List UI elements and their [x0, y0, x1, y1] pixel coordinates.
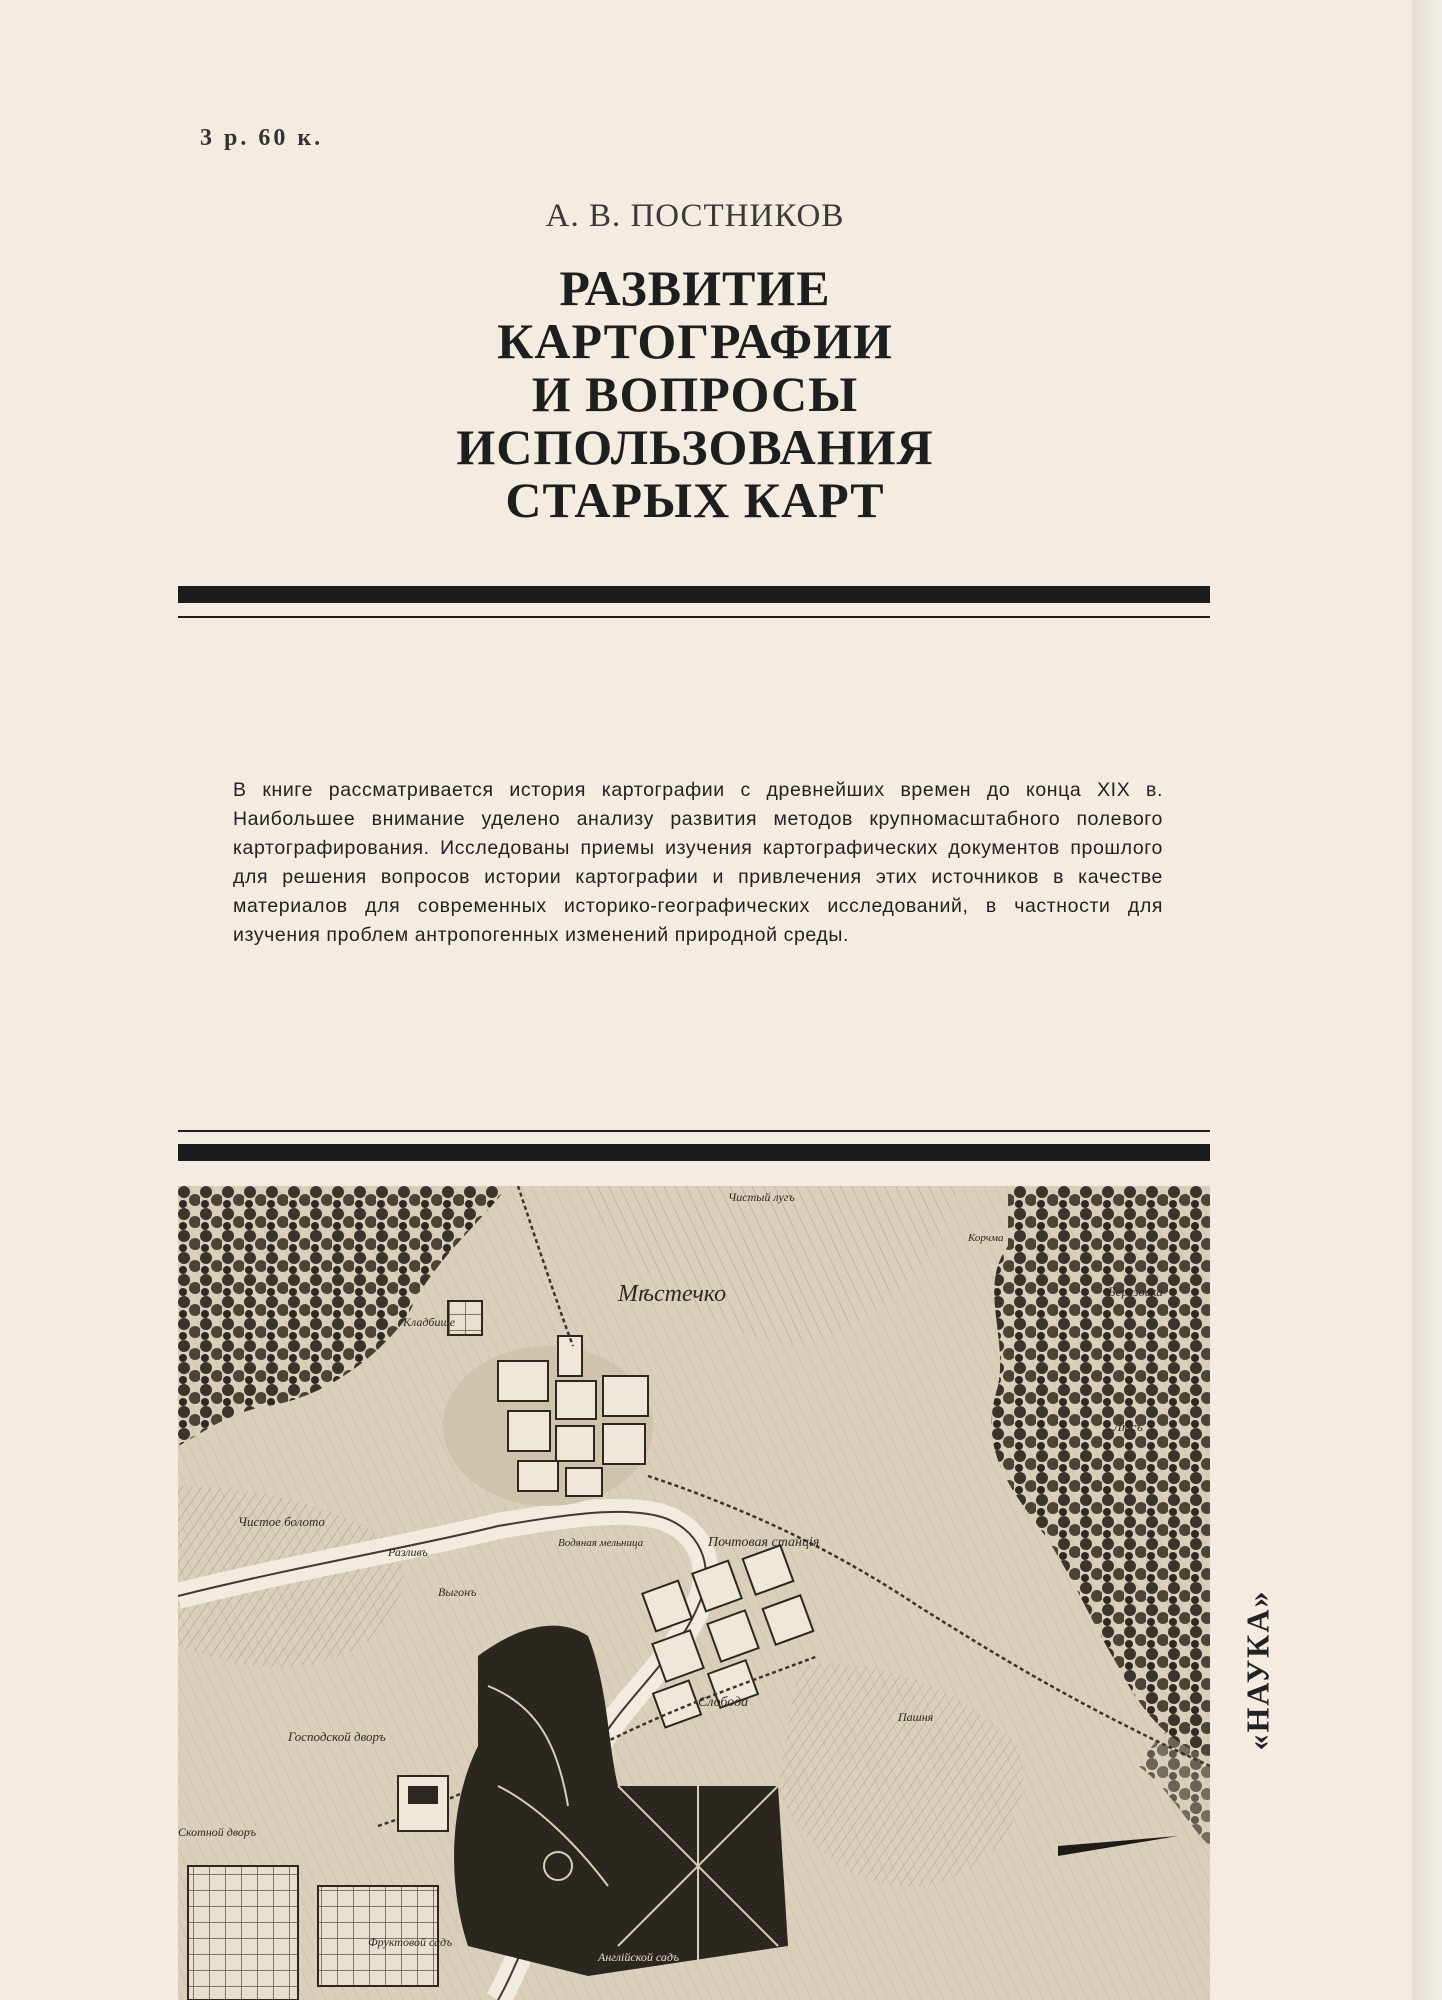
map-label-clean-meadow: Чистый лугъ: [728, 1190, 795, 1204]
divider-thin-bottom: [178, 1130, 1210, 1132]
book-abstract: В книге рассматривается история картографии с древнейших времен до конца XIX в. Наибольшее внимание уделено анализу развития методов крупномасштабного полевого картографирования. Исследованы приемы изучения картографических документов прошлого для решения вопросов истории картографии и привлечения этих источников в качестве материалов для современных историко-географических исследований, в частности для изучения проблем антропогенных изменений природной среды.: [233, 779, 1163, 946]
publisher-name: «НАУКА»: [1239, 1589, 1276, 1751]
price-label: 3 р. 60 к.: [200, 125, 324, 151]
title-line: И ВОПРОСЫ: [531, 366, 859, 422]
divider-thin-top: [178, 616, 1210, 618]
map-label-sloboda: Слобода: [698, 1695, 749, 1710]
map-label-meadow: Разливъ: [388, 1545, 428, 1559]
old-map-illustration: [178, 1186, 1210, 2000]
divider-thick-top: [178, 586, 1210, 603]
map-label-manor: Господской дворъ: [288, 1729, 386, 1744]
map-label-cemetery: Кладбище: [403, 1315, 456, 1329]
title-line: КАРТОГРАФИИ: [497, 313, 893, 369]
map-label-barn-yard: Скотной дворъ: [178, 1825, 257, 1839]
divider-thick-bottom: [178, 1144, 1210, 1161]
map-label-town: Мѣстечко: [618, 1281, 727, 1307]
book-spine-edge: [1412, 0, 1442, 2000]
map-label-field: Пашня: [898, 1710, 934, 1724]
map-label-swamp: Чистое болото: [238, 1514, 325, 1529]
map-label-english-garden: Англійской садъ: [598, 1950, 680, 1964]
map-label-fruit-garden: Фруктовой садъ: [368, 1935, 453, 1949]
map-label-mill: Водяная мельница: [558, 1537, 644, 1549]
title-line: ИСПОЛЬЗОВАНИЯ: [456, 419, 934, 475]
book-title: [0, 262, 1390, 527]
map-label-tavern: Корчма: [968, 1232, 1004, 1244]
map-label-postal-station: Почтовая станція: [708, 1535, 820, 1550]
barn-yard: [188, 1866, 298, 2000]
map-label-pasture: Выгонъ: [438, 1585, 477, 1599]
title-line: СТАРЫХ КАРТ: [505, 472, 885, 528]
map-label-forest: Лѣсъ: [1113, 1419, 1143, 1434]
author-name: А. В. ПОСТНИКОВ: [545, 198, 845, 234]
title-line: РАЗВИТИЕ: [559, 260, 831, 316]
map-drawing: [178, 1186, 1210, 2000]
map-label-birch: Березовка: [1108, 1284, 1163, 1299]
